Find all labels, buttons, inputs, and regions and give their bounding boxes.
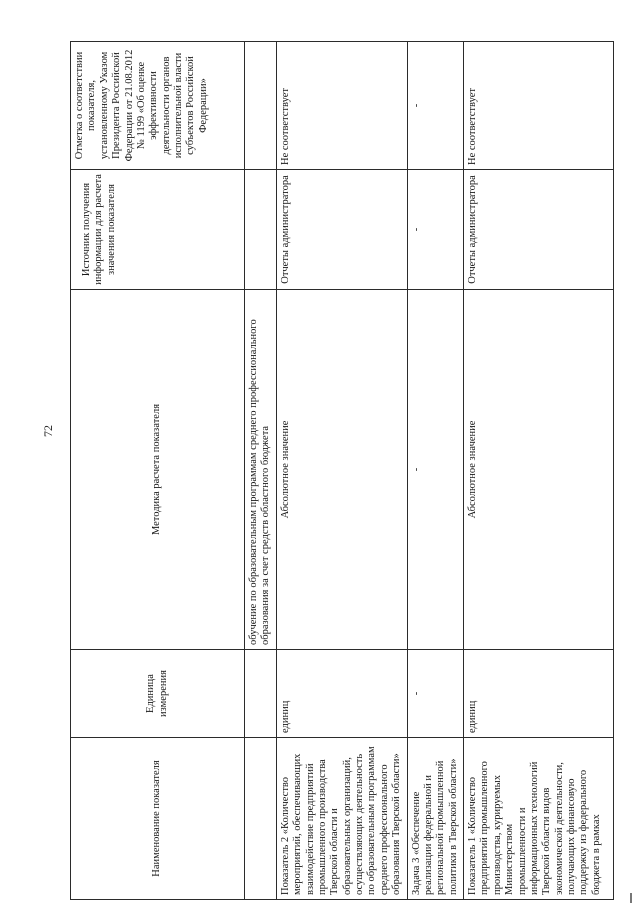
cell-method: обучение по образовательным программам среднего профессионального образования за счет средств областного бюджета <box>245 290 277 650</box>
scan-mark <box>630 893 632 903</box>
table-header-row <box>71 42 245 900</box>
table-row <box>276 42 407 900</box>
cell-mark: - <box>407 42 464 170</box>
header-method: Методика расчета показателя <box>71 290 245 650</box>
page-number: 72 <box>41 425 55 437</box>
cell-name: Показатель 1 «Количество предприятий промышленного производства, курируемых Министерством промышленности и информационных технологий Тверской области видов экономической деятельности, получающих финансовую поддержку из федерального бюджета в рамках <box>464 738 614 900</box>
header-mark: Отметка о соответствии показателя, установленному Указом Президента Российской Федерации от 21.08.2012 № 1199 «Об оценке эффективности деятельности органов исполнительной власти субъектов Российской Федерации» <box>71 42 245 170</box>
table-row <box>464 42 614 900</box>
cell-unit: единиц <box>464 650 614 738</box>
cell-source: Отчеты администратора <box>276 170 407 290</box>
indicator-table-sheet <box>70 42 602 900</box>
indicator-table <box>70 41 614 900</box>
cell-name: Показатель 2 «Количество мероприятий, обеспечивающих взаимодействие предприятий промышленного производства Тверской области и образовательных организаций, осуществляющих деятельность по образовательным программам среднего профессионального образования Тверской области» <box>276 738 407 900</box>
header-source: Источник получения информации для расчета значения показателя <box>71 170 245 290</box>
cell-unit: - <box>407 650 464 738</box>
cell-source <box>245 170 277 290</box>
cell-unit <box>245 650 277 738</box>
cell-name <box>245 738 277 900</box>
cell-method: - <box>407 290 464 650</box>
cell-name: Задача 3 «Обеспечение реализации федеральной и региональной промышленной политики в Тверской области» <box>407 738 464 900</box>
cell-mark: Не соответствует <box>464 42 614 170</box>
cell-source: Отчеты администратора <box>464 170 614 290</box>
header-unit: Единица измерения <box>71 650 245 738</box>
cell-method: Абсолютное значение <box>276 290 407 650</box>
table-row <box>245 42 277 900</box>
header-name: Наименование показателя <box>71 738 245 900</box>
cell-method: Абсолютное значение <box>464 290 614 650</box>
cell-mark: Не соответствует <box>276 42 407 170</box>
cell-unit: единиц <box>276 650 407 738</box>
cell-mark <box>245 42 277 170</box>
cell-source: - <box>407 170 464 290</box>
table-row <box>407 42 464 900</box>
